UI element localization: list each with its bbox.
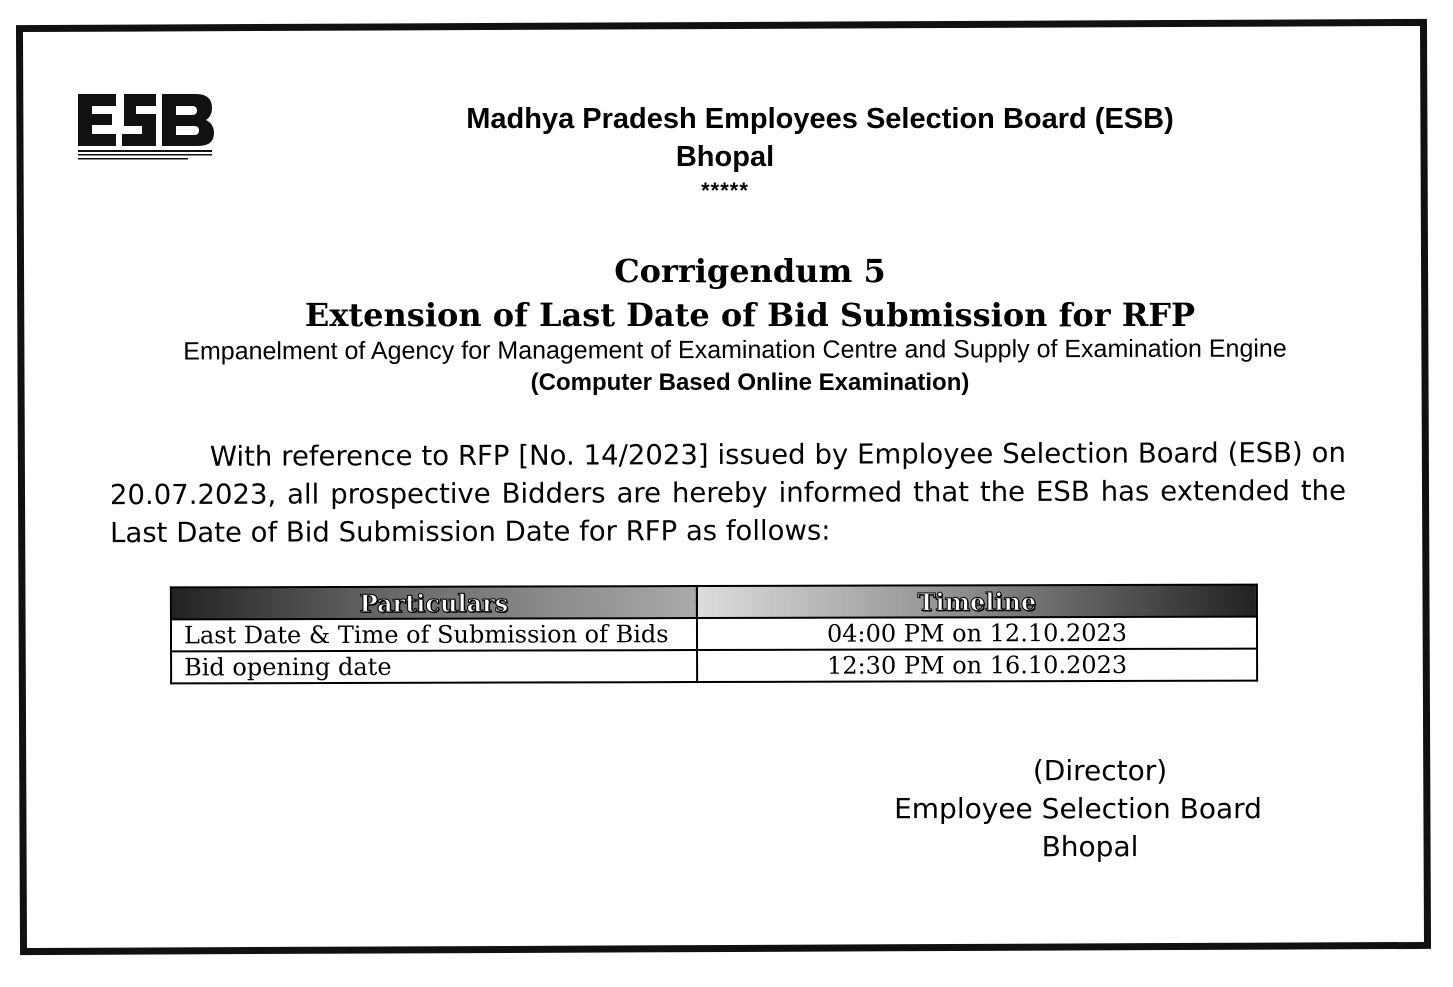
timeline-table bbox=[170, 584, 1258, 685]
row-timeline: 04:00 PM on 12.10.2023 bbox=[697, 617, 1257, 650]
corrigendum-title: Corrigendum 5 bbox=[614, 252, 886, 290]
signatory-designation: (Director) bbox=[1032, 754, 1168, 787]
notice-heading: Extension of Last Date of Bid Submission for RFP bbox=[304, 296, 1196, 334]
org-city: Bhopal bbox=[675, 141, 775, 173]
esb-logo bbox=[76, 88, 216, 164]
row-particular: Bid opening date bbox=[171, 650, 697, 683]
separator-stars: ***** bbox=[701, 178, 749, 203]
column-header-particulars: Particulars bbox=[171, 586, 697, 619]
row-particular: Last Date & Time of Submission of Bids bbox=[171, 618, 697, 651]
table-row bbox=[171, 649, 1257, 684]
org-name: Madhya Pradesh Employees Selection Board (ESB) bbox=[466, 103, 1174, 135]
row-timeline: 12:30 PM on 16.10.2023 bbox=[697, 649, 1257, 682]
rfp-subtitle: Empanelment of Agency for Management of Examination Centre and Supply of Examination Engine bbox=[183, 334, 1287, 366]
table-row bbox=[171, 617, 1257, 652]
table-header-row bbox=[171, 585, 1257, 620]
body-paragraph: With reference to RFP [No. 14/2023] issued by Employee Selection Board (ESB) on 20.07.2023, all prospective Bidders are hereby informed that the ESB has extended the Last Date of Bid Submission Date for RFP as follows: bbox=[109, 436, 1347, 550]
signatory-city: Bhopal bbox=[1041, 830, 1139, 863]
rfp-subtitle-exam-type: (Computer Based Online Examination) bbox=[530, 369, 970, 396]
signatory-org: Employee Selection Board bbox=[894, 792, 1262, 825]
column-header-timeline: Timeline bbox=[697, 585, 1257, 618]
